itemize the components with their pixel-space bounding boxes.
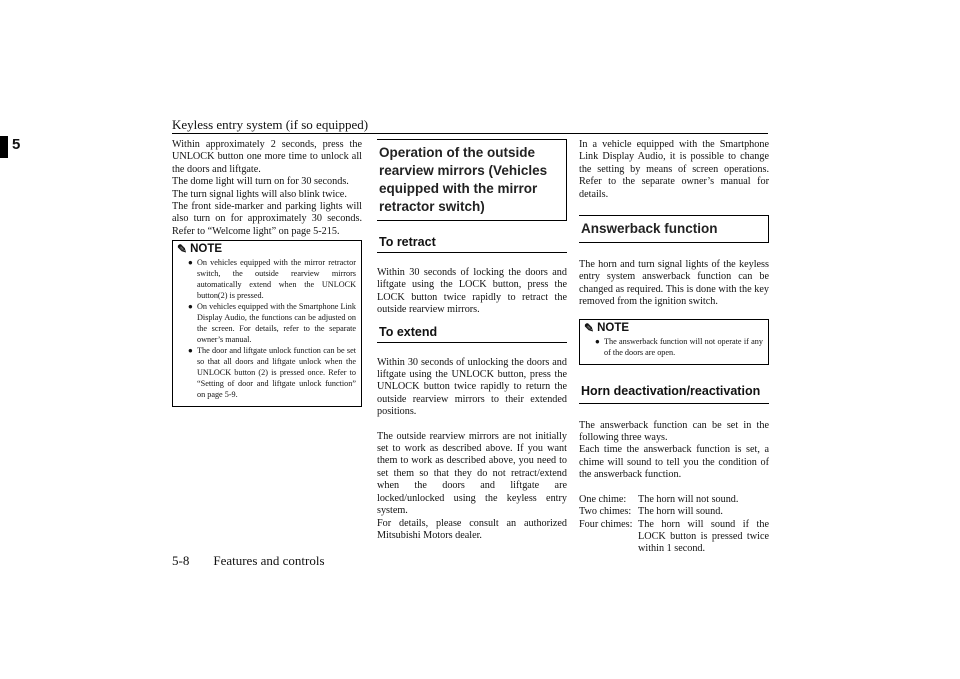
paragraph: The answerback function can be set in the following three ways. — [579, 419, 769, 444]
subsection-title: To retract — [377, 227, 567, 253]
chime-key: One chime: — [579, 493, 627, 505]
paragraph: The outside rearview mirrors are not initially set to work as described above. If you want them to work as described above, you need to set them so that they do not retract/extend when the doors and liftgate are locked/unlocked using the keyless entry system. — [377, 430, 567, 517]
note-label: NOTE — [190, 243, 223, 256]
chime-row — [579, 506, 769, 518]
header-rule — [172, 133, 768, 134]
section-title: Operation of the outside rearview mirrors (Vehicles equipped with the mirror retractor switch) — [377, 139, 567, 221]
chime-value: The horn will sound. — [638, 506, 723, 518]
paragraph: Each time the answerback function is set, a chime will sound to tell you the condition of the answerback function. — [579, 444, 769, 481]
column-1 — [172, 139, 362, 407]
note-item-text: On vehicles equipped with the Smartphone Link Display Audio, the functions can be adjusted on the screen. For details, refer to the separate owner’s manual. — [197, 302, 356, 345]
note-item-text: The answerback function will not operate if any of the doors are open. — [604, 336, 763, 357]
section-title: Answerback function — [579, 215, 769, 243]
chime-row — [579, 494, 769, 506]
paragraph: For details, please consult an authorized Mitsubishi Motors dealer. — [377, 517, 567, 541]
page-footer — [172, 553, 325, 569]
paragraph: Within 30 seconds of unlocking the doors and liftgate using the UNLOCK button, press the UNLOCK button twice rapidly to return the outside rearview mirrors to their extended positions. — [377, 356, 567, 418]
chime-list — [579, 494, 769, 556]
column-3 — [579, 139, 769, 556]
chapter-tab — [0, 136, 8, 158]
bullet-icon: ● — [188, 346, 193, 356]
chime-row — [579, 519, 769, 556]
chime-value: The horn will not sound. — [638, 493, 739, 505]
note-item — [596, 336, 763, 358]
note-item — [189, 301, 356, 345]
chime-value: The horn will sound if the LOCK button is pressed twice within 1 second. — [638, 518, 769, 555]
note-header — [584, 320, 763, 336]
note-item-text: The door and liftgate unlock function can be set so that all doors and liftgate unlock when the UNLOCK button (2) is pressed once. Refer to “Setting of door and liftgate unlock function” on page 5-9. — [197, 346, 356, 400]
bullet-icon: ● — [188, 258, 193, 268]
paragraph: In a vehicle equipped with the Smartphone Link Display Audio, it is possible to change the setting by means of screen operations. Refer to the separate owner’s manual for details. — [579, 139, 769, 200]
pencil-icon: ✎ — [177, 242, 188, 257]
paragraph: The dome light will turn on for 30 seconds. — [172, 176, 349, 188]
footer-section: Features and controls — [213, 553, 325, 568]
bullet-icon: ● — [188, 302, 193, 312]
paragraph: The horn and turn signal lights of the keyless entry system answerback function can be changed as required. This is done with the key removed from the ignition switch. — [579, 259, 769, 308]
note-item — [189, 257, 356, 301]
note-header — [177, 241, 356, 257]
chime-key: Two chimes: — [579, 506, 632, 518]
paragraph: Within 30 seconds of locking the doors and liftgate using the LOCK button, press the LOCK button twice rapidly to retract the outside rearview mirrors. — [377, 267, 567, 316]
chime-key: Four chimes: — [579, 518, 633, 530]
note-item-text: On vehicles equipped with the mirror retractor switch, the outside rearview mirrors automatically extend when the UNLOCK button(2) is pressed. — [197, 258, 356, 301]
note-box — [579, 319, 769, 365]
page-number: 5-8 — [172, 553, 190, 568]
note-box — [172, 240, 362, 407]
subsection-title: To extend — [377, 317, 567, 343]
page-header-title: Keyless entry system (if so equipped) — [172, 117, 369, 132]
column-2 — [377, 139, 567, 542]
note-item — [189, 345, 356, 400]
pencil-icon: ✎ — [584, 320, 595, 335]
chapter-number: 5 — [12, 136, 21, 153]
section-title: Horn deactivation/reactivation — [579, 379, 769, 404]
paragraph: The turn signal lights will also blink twice. — [172, 188, 347, 200]
paragraph: The front side-marker and parking lights will also turn on for approximately 30 seconds. Refer to “Welcome light” on page 5-215. — [172, 201, 362, 237]
bullet-icon: ● — [595, 336, 600, 346]
note-label: NOTE — [597, 321, 630, 334]
paragraph: Within approximately 2 seconds, press the UNLOCK button one more time to unlock all the doors and liftgate. — [172, 139, 362, 175]
